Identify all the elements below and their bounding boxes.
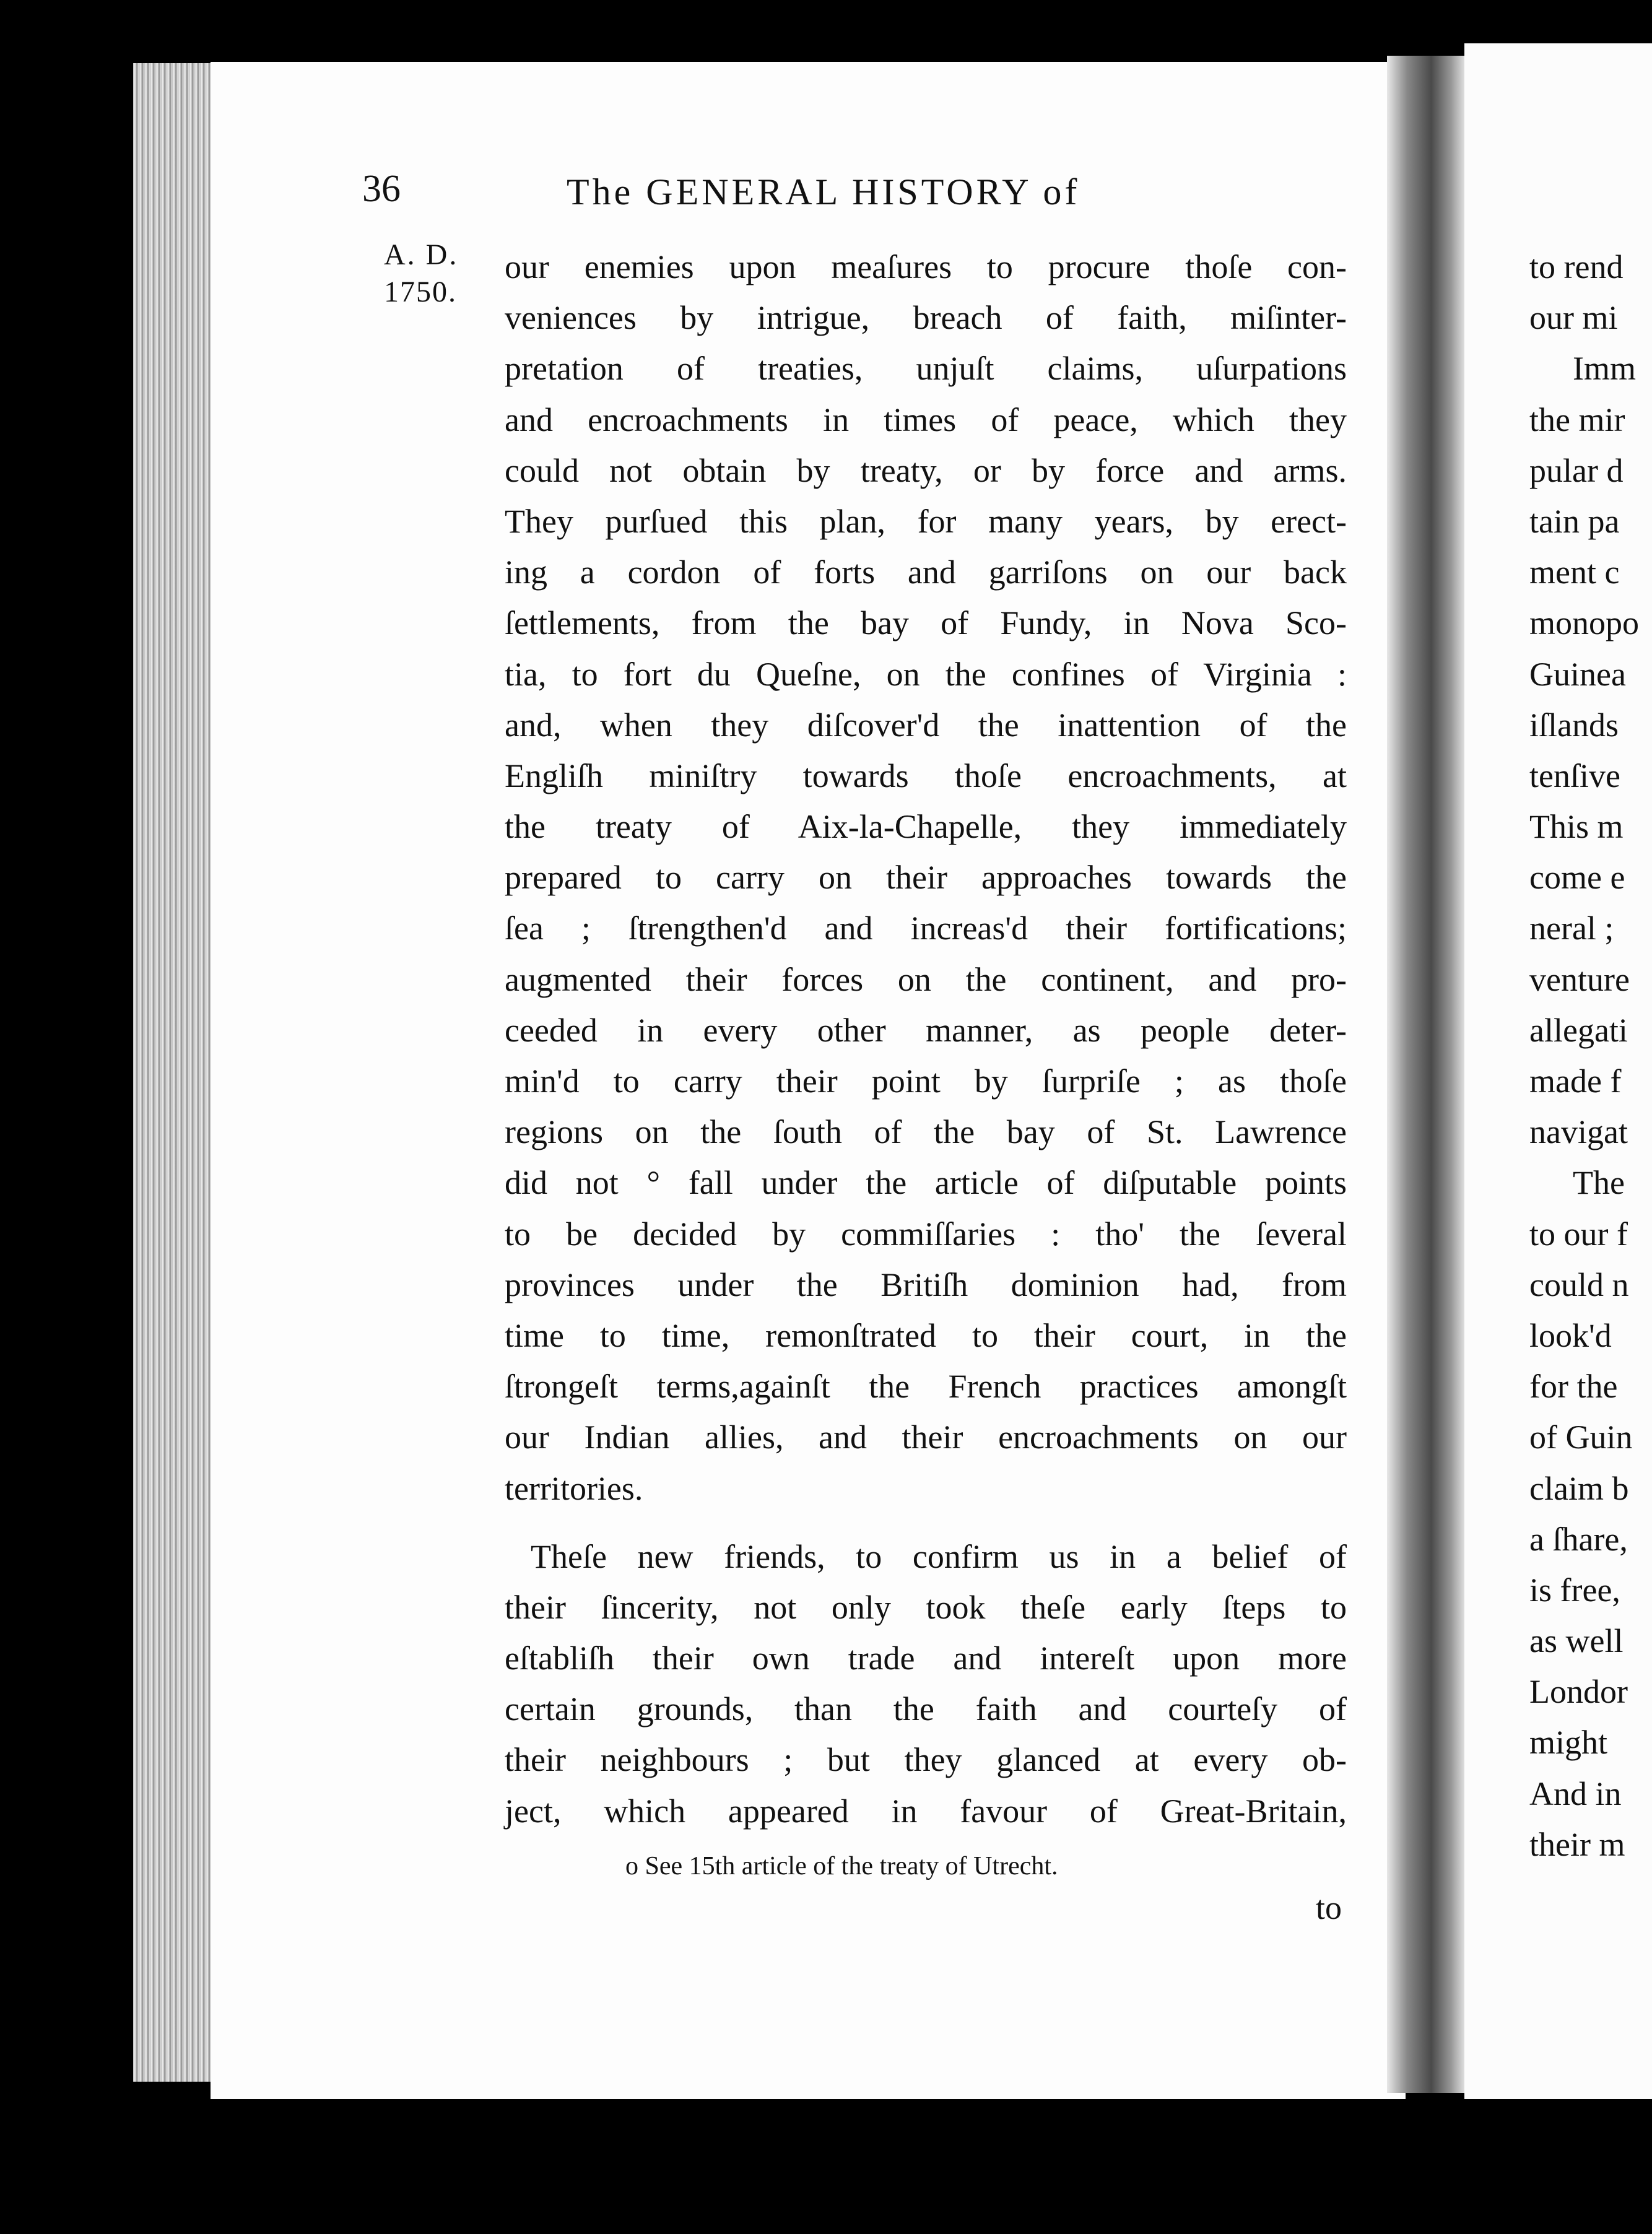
text-line: ſea ; ſtrengthen'd and increas'd their fortifications; bbox=[505, 910, 1347, 947]
right-text-line: Imm bbox=[1573, 350, 1636, 388]
right-text-line: venture bbox=[1529, 960, 1630, 998]
text-line: provinces under the Britiſh dominion had, from bbox=[505, 1266, 1347, 1303]
text-line: ceeded in every other manner, as people deter- bbox=[505, 1011, 1347, 1049]
right-text-line: a ſhare, bbox=[1529, 1520, 1628, 1558]
right-text-line: for the bbox=[1529, 1368, 1618, 1406]
running-title: The GENERAL HISTORY of bbox=[567, 172, 1080, 212]
text-line: pretation of treaties, unjuſt claims, uſurpations bbox=[505, 350, 1347, 388]
right-text-line: pular d bbox=[1529, 451, 1624, 489]
right-text-line: to our f bbox=[1529, 1215, 1628, 1253]
right-text-line: iſlands bbox=[1529, 706, 1619, 744]
text-line: ing a cordon of forts and garriſons on our back bbox=[505, 554, 1347, 591]
text-line: and, when they diſcover'd the inattention of the bbox=[505, 706, 1347, 744]
text-line: time to time, remonſtrated to their court, in the bbox=[505, 1316, 1347, 1354]
text-line: certain grounds, than the faith and courteſy of bbox=[505, 1690, 1347, 1728]
text-line: could not obtain by treaty, or by force and arms. bbox=[505, 451, 1347, 489]
right-page-text bbox=[1529, 241, 1652, 1870]
body-text bbox=[505, 241, 1347, 1836]
page-stack-edges bbox=[133, 63, 214, 2082]
right-text-line: tenſive bbox=[1529, 757, 1620, 794]
footnote: o See 15th article of the treaty of Utrecht. bbox=[625, 1852, 1058, 1880]
right-text-line: the mir bbox=[1529, 401, 1625, 438]
right-text-line: of Guin bbox=[1529, 1419, 1633, 1456]
text-line: to be decided by commiſſaries : tho' the ſeveral bbox=[505, 1215, 1347, 1253]
right-text-line: neral ; bbox=[1529, 910, 1614, 947]
text-line: their ſincerity, not only took theſe early ſteps to bbox=[505, 1588, 1347, 1626]
right-text-line: navigat bbox=[1529, 1113, 1628, 1151]
right-text-line: to rend bbox=[1529, 248, 1624, 285]
margin-year-label: A. D. bbox=[384, 238, 459, 271]
text-line: Theſe new friends, to confirm us in a belief of bbox=[531, 1537, 1347, 1575]
right-text-line: The bbox=[1573, 1164, 1625, 1202]
text-line: augmented their forces on the continent, and pro- bbox=[505, 960, 1347, 998]
right-text-line: their m bbox=[1529, 1825, 1625, 1863]
text-line: our enemies upon meaſures to procure thoſe con- bbox=[505, 248, 1347, 285]
right-text-line: ment c bbox=[1529, 554, 1620, 591]
right-text-line: Londor bbox=[1529, 1673, 1628, 1711]
text-line: prepared to carry on their approaches towards the bbox=[505, 859, 1347, 897]
text-line: min'd to carry their point by ſurpriſe ; as thoſe bbox=[505, 1063, 1347, 1100]
text-line: regions on the ſouth of the bay of St. Lawrence bbox=[505, 1113, 1347, 1151]
text-line: ject, which appeared in favour of Great-Britain, bbox=[505, 1792, 1347, 1830]
text-line: the treaty of Aix-la-Chapelle, they immediately bbox=[505, 808, 1347, 846]
page-number: 36 bbox=[362, 168, 401, 210]
right-text-line: claim b bbox=[1529, 1469, 1629, 1507]
right-text-line: as well bbox=[1529, 1622, 1624, 1660]
text-line: ſtrongeſt terms,againſt the French practices amongſt bbox=[505, 1368, 1347, 1406]
right-text-line: allegati bbox=[1529, 1011, 1628, 1049]
text-line: their neighbours ; but they glanced at every ob- bbox=[505, 1741, 1347, 1779]
right-text-line: look'd bbox=[1529, 1316, 1612, 1354]
book-gutter bbox=[1387, 56, 1467, 2093]
text-line: tia, to fort du Queſne, on the confines of Virginia : bbox=[505, 655, 1347, 693]
text-line: veniences by intrigue, breach of faith, miſinter- bbox=[505, 299, 1347, 337]
right-text-line: made f bbox=[1529, 1063, 1622, 1100]
right-text-line: And in bbox=[1529, 1775, 1622, 1812]
right-text-line: Guinea bbox=[1529, 655, 1626, 693]
text-line: territories. bbox=[505, 1469, 643, 1507]
text-line: our Indian allies, and their encroachments on our bbox=[505, 1419, 1347, 1456]
right-text-line: This m bbox=[1529, 808, 1624, 846]
right-text-line: could n bbox=[1529, 1266, 1629, 1303]
right-text-line: tain pa bbox=[1529, 502, 1620, 540]
text-line: ſettlements, from the bay of Fundy, in Nova Sco- bbox=[505, 604, 1347, 642]
margin-year: 1750. bbox=[384, 276, 457, 308]
text-line: and encroachments in times of peace, which they bbox=[505, 401, 1347, 438]
catchword: to bbox=[1316, 1889, 1342, 1926]
right-text-line: our mi bbox=[1529, 299, 1618, 337]
text-line: eſtabliſh their own trade and intereſt upon more bbox=[505, 1640, 1347, 1677]
right-text-line: come e bbox=[1529, 859, 1625, 897]
right-text-line: might bbox=[1529, 1724, 1608, 1762]
right-text-line: is free, bbox=[1529, 1571, 1620, 1609]
text-line: did not ° fall under the article of diſputable points bbox=[505, 1164, 1347, 1202]
page-header bbox=[362, 167, 1353, 223]
right-text-line: monopo bbox=[1529, 604, 1640, 642]
text-line: They purſued this plan, for many years, by erect- bbox=[505, 502, 1347, 540]
text-line: Engliſh miniſtry towards thoſe encroachments, at bbox=[505, 757, 1347, 794]
